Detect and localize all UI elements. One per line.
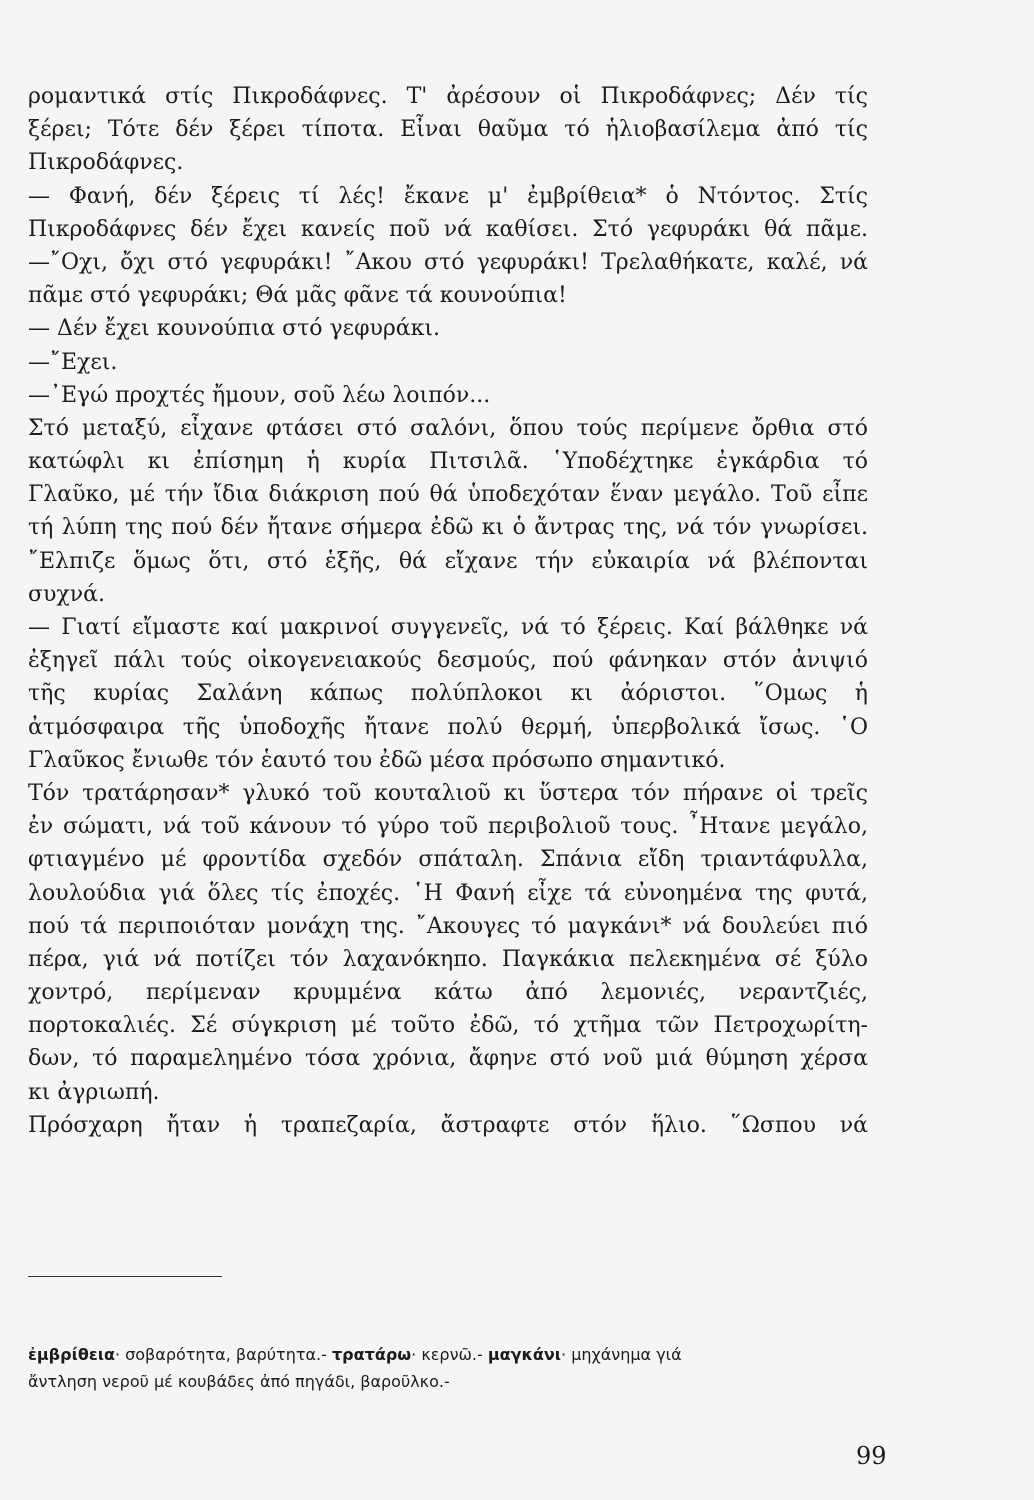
footnote-term: τρατάρω	[331, 1345, 412, 1364]
text-line: ἀτμόσφαιρα τῆς ὑποδοχῆς ἤτανε πολύ θερμή, ὑπερβολικά ἴσως. ῾Ο	[28, 714, 868, 740]
text-line: —᾿Εγώ προχτές ἤμουν, σοῦ λέω λοιπόν...	[28, 382, 491, 408]
footnote-definition: · κερνῶ.-	[411, 1345, 488, 1364]
text-line: δων, τό παραμελημένο τόσα χρόνια, ἄφηνε στό νοῦ μιά θύμηση χέρσα	[28, 1046, 868, 1072]
text-line: πού τά περιποιόταν μονάχη της. ῎Ακουγες τό μαγκάνι* νά δουλεύει πιό	[28, 913, 868, 939]
text-line: πᾶμε στό γεφυράκι; Θά μᾶς φᾶνε τά κουνούπια!	[28, 283, 567, 309]
text-line: — Γιατί εἴμαστε καί μακρινοί συγγενεῖς, νά τό ξέρεις. Καί βάλθηκε νά	[28, 615, 868, 640]
text-line: —῎Οχι, ὄχι στό γεφυράκι! ῎Ακου στό γεφυράκι! Τρελαθήκατε, καλέ, νά	[28, 249, 868, 275]
text-line: πέρα, γιά νά ποτίζει τόν λαχανόκηπο. Παγκάκια πελεκημένα σέ ξύλο	[28, 946, 868, 972]
footnote-definition: · σοβαρότητα, βαρύτητα.-	[114, 1345, 332, 1364]
text-line: κατώφλι κι ἐπίσημη ἡ κυρία Πιτσιλᾶ. ῾Υποδέχτηκε ἐγκάρδια τό	[28, 449, 868, 475]
text-line: συχνά.	[28, 581, 105, 607]
body-text	[28, 80, 868, 1142]
footnote-line	[28, 1341, 873, 1368]
footnote-term: ἐμβρίθεια	[28, 1345, 115, 1364]
text-line: Στό μεταξύ, εἶχανε φτάσει στό σαλόνι, ὅπου τούς περίμενε ὄρθια στό	[28, 415, 868, 441]
text-line: Τόν τρατάρησαν* γλυκό τοῦ κουταλιοῦ κι ὕστερα τόν πήρανε οἱ τρεῖς	[28, 780, 868, 806]
text-line: Πικροδάφνες δέν ἔχει κανείς ποῦ νά καθίσει. Στό γεφυράκι θά πᾶμε.	[28, 216, 868, 242]
footnote-term: μαγκάνι	[487, 1345, 562, 1364]
text-line: κι ἀγριωπή.	[28, 1079, 160, 1105]
text-line: πορτοκαλιές. Σέ σύγκριση μέ τοῦτο ἐδῶ, τό χτῆμα τῶν Πετροχωρίτη-	[28, 1013, 868, 1039]
text-line: Γλαῦκος ἔνιωθε τόν ἑαυτό του ἐδῶ μέσα πρόσωπο σημαντικό.	[28, 747, 726, 773]
text-line: Γλαῦκο, μέ τήν ἴδια διάκριση πού θά ὑποδεχόταν ἕναν μεγάλο. Τοῦ εἶπε	[28, 482, 868, 508]
text-line: ἐξηγεῖ πάλι τούς οἰκογενειακούς δεσμούς, πού φάνηκαν στόν ἀνιψιό	[28, 648, 868, 674]
text-line: Πρόσχαρη ἤταν ἡ τραπεζαρία, ἄστραφτε στόν ἥλιο. ῞Ωσπου νά	[28, 1112, 868, 1138]
text-line: φτιαγμένο μέ φροντίδα σχεδόν σπάταλη. Σπάνια εἴδη τριαντάφυλλα,	[28, 847, 868, 873]
text-line: — Δέν ἔχει κουνούπια στό γεφυράκι.	[28, 316, 441, 342]
text-line: τῆς κυρίας Σαλάνη κάπως πολύπλοκοι κι ἀόριστοι. ῞Ομως ἡ	[28, 681, 868, 707]
text-line: τή λύπη της πού δέν ἤτανε σήμερα ἐδῶ κι ὁ ἄντρας της, νά τόν γνωρίσει.	[28, 515, 868, 541]
text-line: ἐν σώματι, νά τοῦ κάνουν τό γύρο τοῦ περιβολιοῦ τους. ῏Ητανε μεγάλο,	[28, 814, 868, 840]
page-number: 99	[856, 1442, 887, 1470]
text-line: ρομαντικά στίς Πικροδάφνες. Τ' ἀρέσουν οἱ Πικροδάφνες; Δέν τίς	[28, 84, 868, 109]
text-line: ξέρει; Τότε δέν ξέρει τίποτα. Εἶναι θαῦμα τό ἡλιοβασίλεμα ἀπό τίς	[28, 117, 868, 143]
text-line: χοντρό, περίμεναν κρυμμένα κάτω ἀπό λεμονιές, νεραντζιές,	[28, 980, 868, 1006]
footnote-divider	[28, 1276, 222, 1277]
footnote-definition: · μηχάνημα γιά	[561, 1345, 682, 1364]
footnotes	[28, 1341, 873, 1395]
text-line: Πικροδάφνες.	[28, 150, 184, 176]
text-line: — Φανή, δέν ξέρεις τί λές! ἔκανε μ' ἐμβρίθεια* ὁ Ντόντος. Στίς	[28, 183, 868, 209]
text-line: ῎Ελπιζε ὅμως ὅτι, στό ἑξῆς, θά εἴχανε τήν εὐκαιρία νά βλέπονται	[28, 548, 868, 574]
footnote-line: ἄντληση νεροῦ μέ κουβάδες ἀπό πηγάδι, βαροῦλκο.-	[28, 1372, 450, 1391]
text-line: λουλούδια γιά ὅλες τίς ἐποχές. ῾Η Φανή εἶχε τά εὐνοημένα της φυτά,	[28, 880, 868, 906]
text-line: —῎Εχει.	[28, 349, 118, 375]
